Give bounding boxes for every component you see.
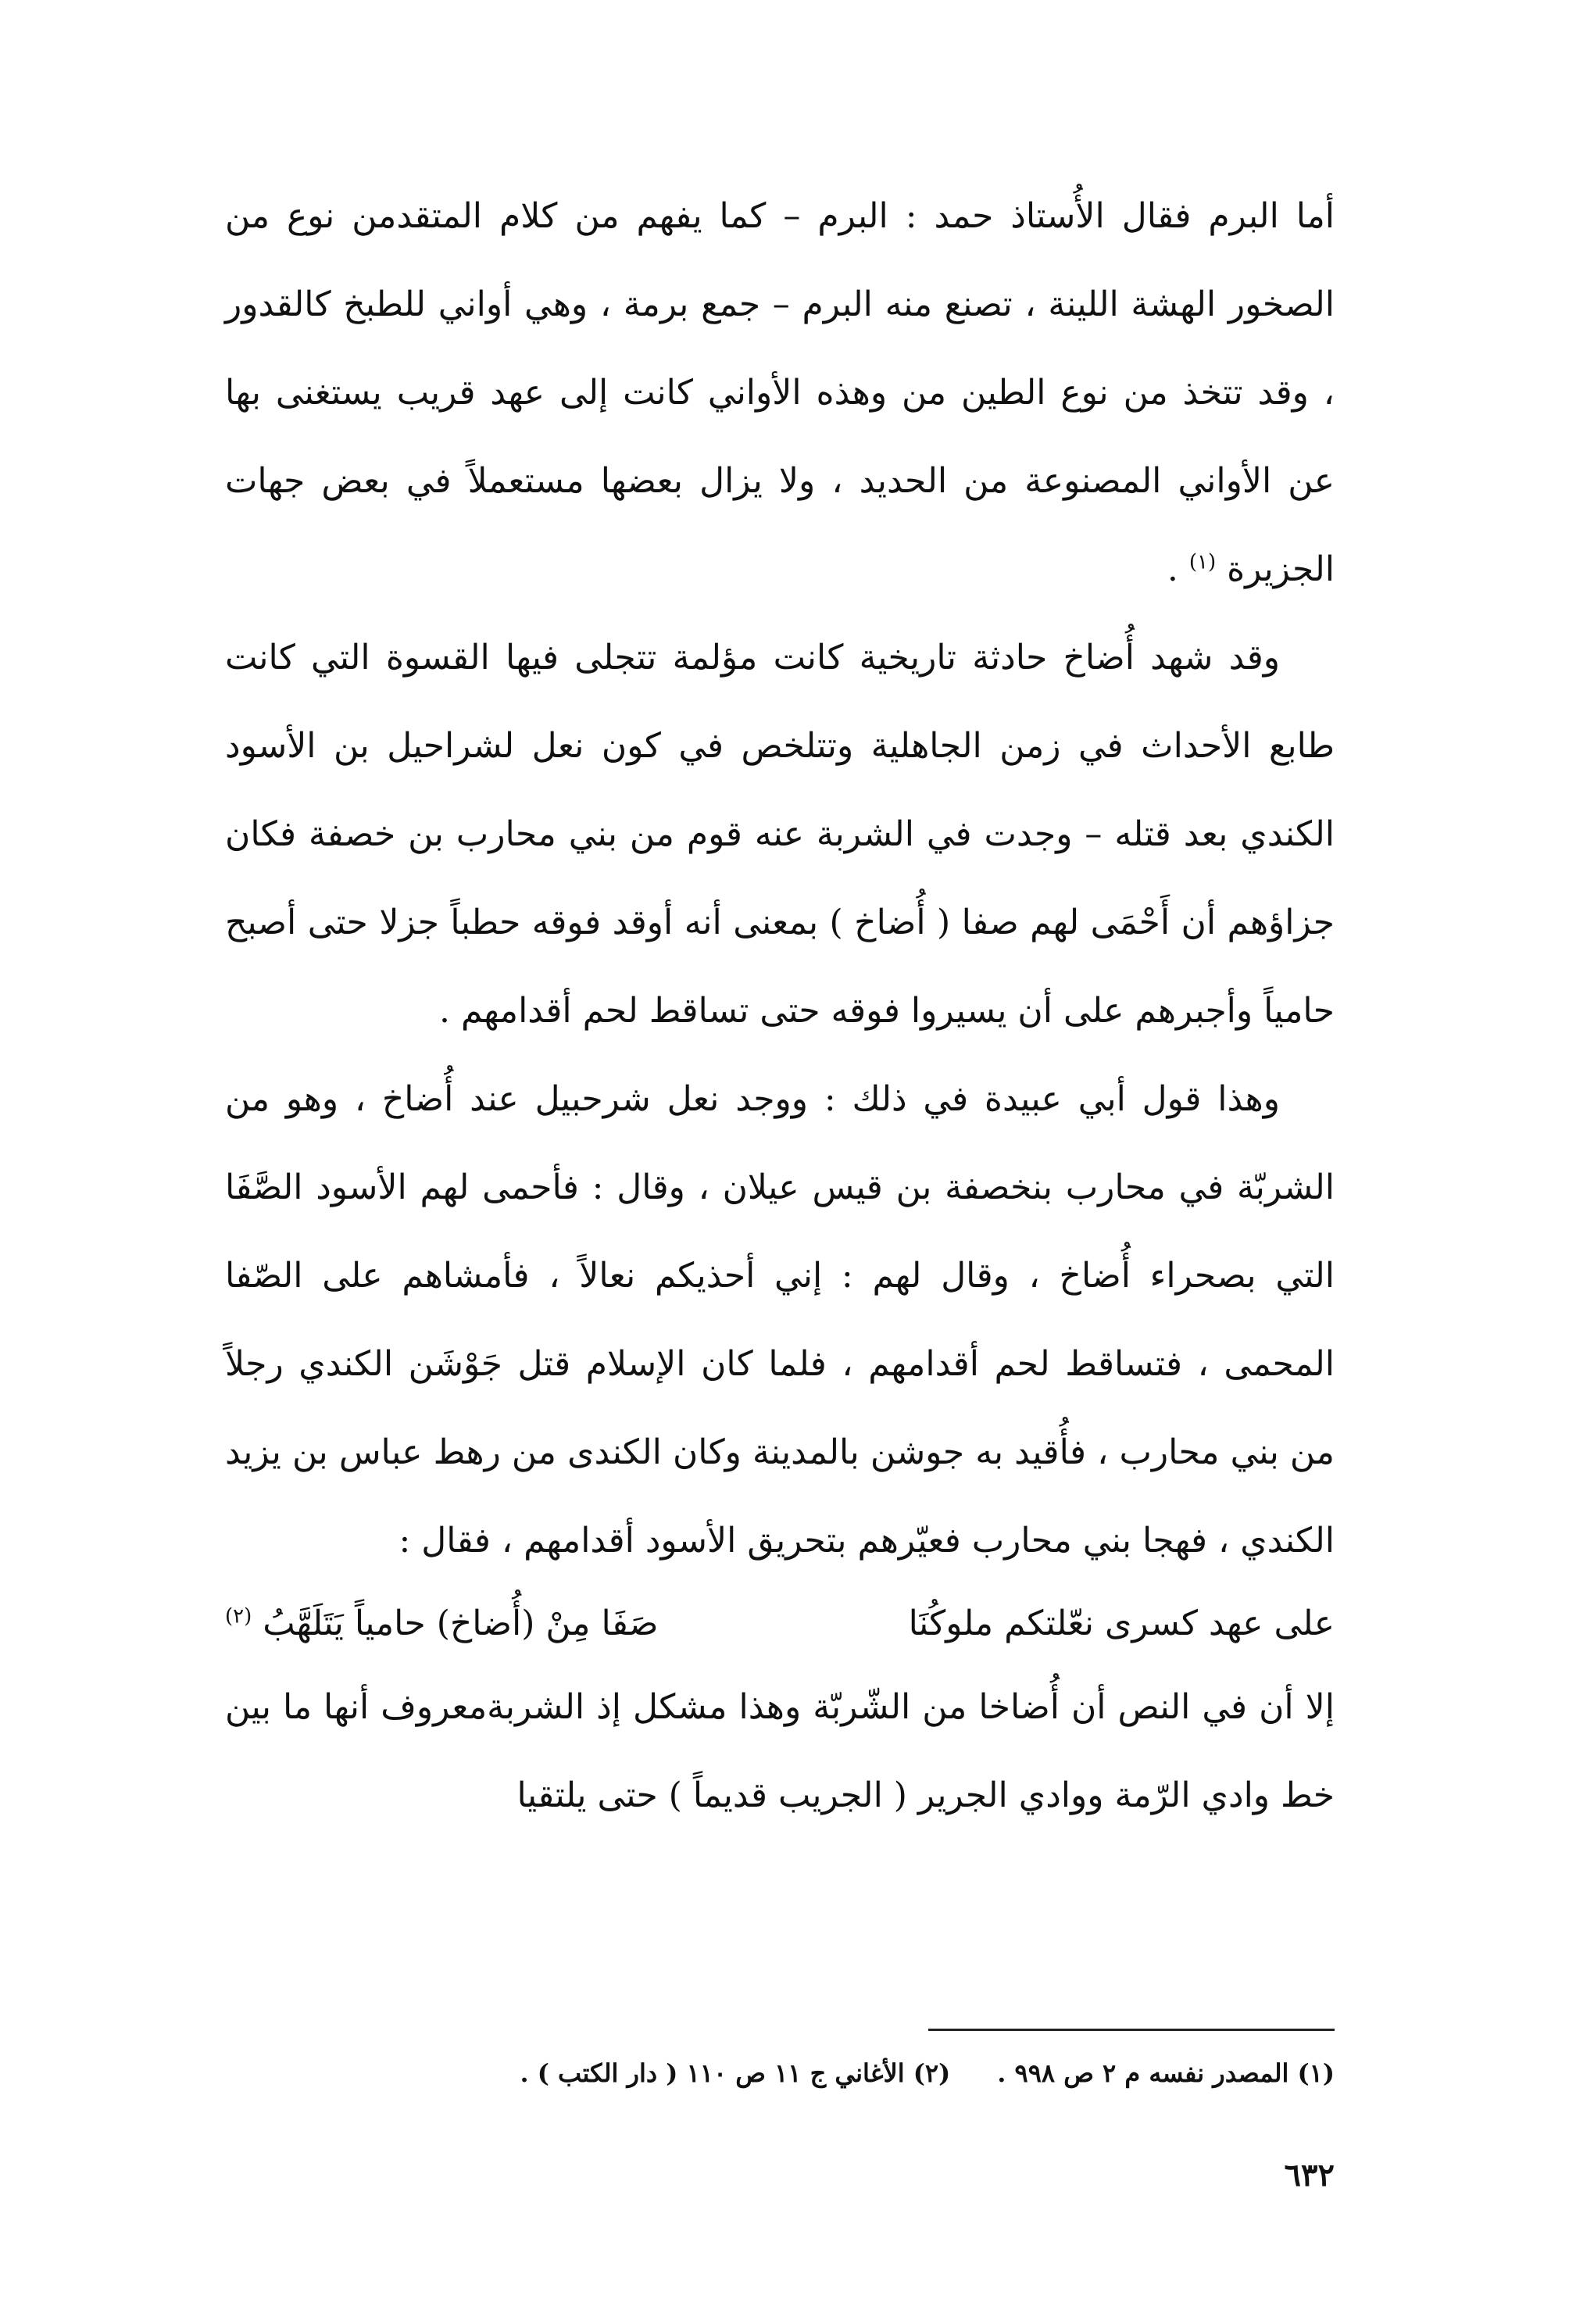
footnote-ref-1: (١) [1188,550,1217,574]
footnote-1: (١) المصدر نفسه م ٢ ص ٩٩٨ . [997,2058,1335,2088]
paragraph-1-end: . [1167,549,1178,589]
verse-hemistich-left-text: صَفَا مِنْ (أُضاخ) حامياً يَتَلَهَّبُ [263,1604,659,1643]
verse-hemistich-right: على عهد كسرى نعّلتكم ملوكُنَا [908,1604,1335,1643]
page-number: ٦٣٢ [1284,2157,1335,2193]
paragraph-3: وهذا قول أبي عبيدة في ذلك : ووجد نعل شرحبيل عند أُضاخ ، وهو من الشربّة في محارب بنخصفة بن قيس عيلان ، وقال : فأحمى لهم الأسود الصَّفَا التي بصحراء أُضاخ ، وقال لهم : إني أحذيكم نعالاً ، فأمشاهم على الصّفا المحمى ، فتساقط لحم أقدامهم ، فلما كان الإسلام قتل جَوْشَن الكندي رجلاً من بني محارب ، فأُقيد به جوشن بالمدينة وكان الكندى من رهط عباس بن يزيد الكندي ، فهجا بني محارب فعيّرهم بتحريق الأسود أقدامهم ، فقال : [225,1079,1335,1561]
paragraph-1 [225,172,1335,613]
body-text [225,172,1335,1840]
footnote-2: (٢) الأغاني ج ١١ ص ١١٠ ( دار الكتب ) . [520,2058,951,2088]
paragraph-2: وقد شهد أُضاخ حادثة تاريخية كانت مؤلمة تتجلى فيها القسوة التي كانت طابع الأحداث في زمن الجاهلية وتتلخص في كون نعل لشراحيل بن الأسود الكندي بعد قتله – وجدت في الشربة عنه قوم من بني محارب بن خصفة فكان جزاؤهم أن أَحْمَى لهم صفا ( أُضاخ ) بمعنى أنه أوقد فوقه حطباً جزلا حتى أصبح حامياً وأجبرهم على أن يسيروا فوقه حتى تساقط لحم أقدامهم . [225,638,1335,1031]
poem-verse [225,1585,1335,1663]
footnotes [225,2054,1335,2093]
footnote-divider [928,2029,1335,2031]
paragraph-1-text: أما البرم فقال الأُستاذ حمد : البرم – كما يفهم من كلام المتقدمن نوع من الصخور الهشة اللينة ، تصنع منه البرم – جمع برمة ، وهي أواني للطبخ كالقدور ، وقد تتخذ من نوع الطين من وهذه الأواني كانت إلى عهد قريب يستغنى بها عن الأواني المصنوعة من الحديد ، ولا يزال بعضها مستعملاً في بعض جهات الجزيرة [225,196,1335,589]
paragraph-4: إلا أن في النص أن أُضاخا من الشّربّة وهذا مشكل إذ الشربةمعروف أنها ما بين خط وادي الرّمة ووادي الجرير ( الجريب قديماً ) حتى يلتقيا [225,1687,1335,1815]
verse-hemistich-left [225,1585,658,1663]
footnote-ref-2: (٢) [225,1604,252,1629]
